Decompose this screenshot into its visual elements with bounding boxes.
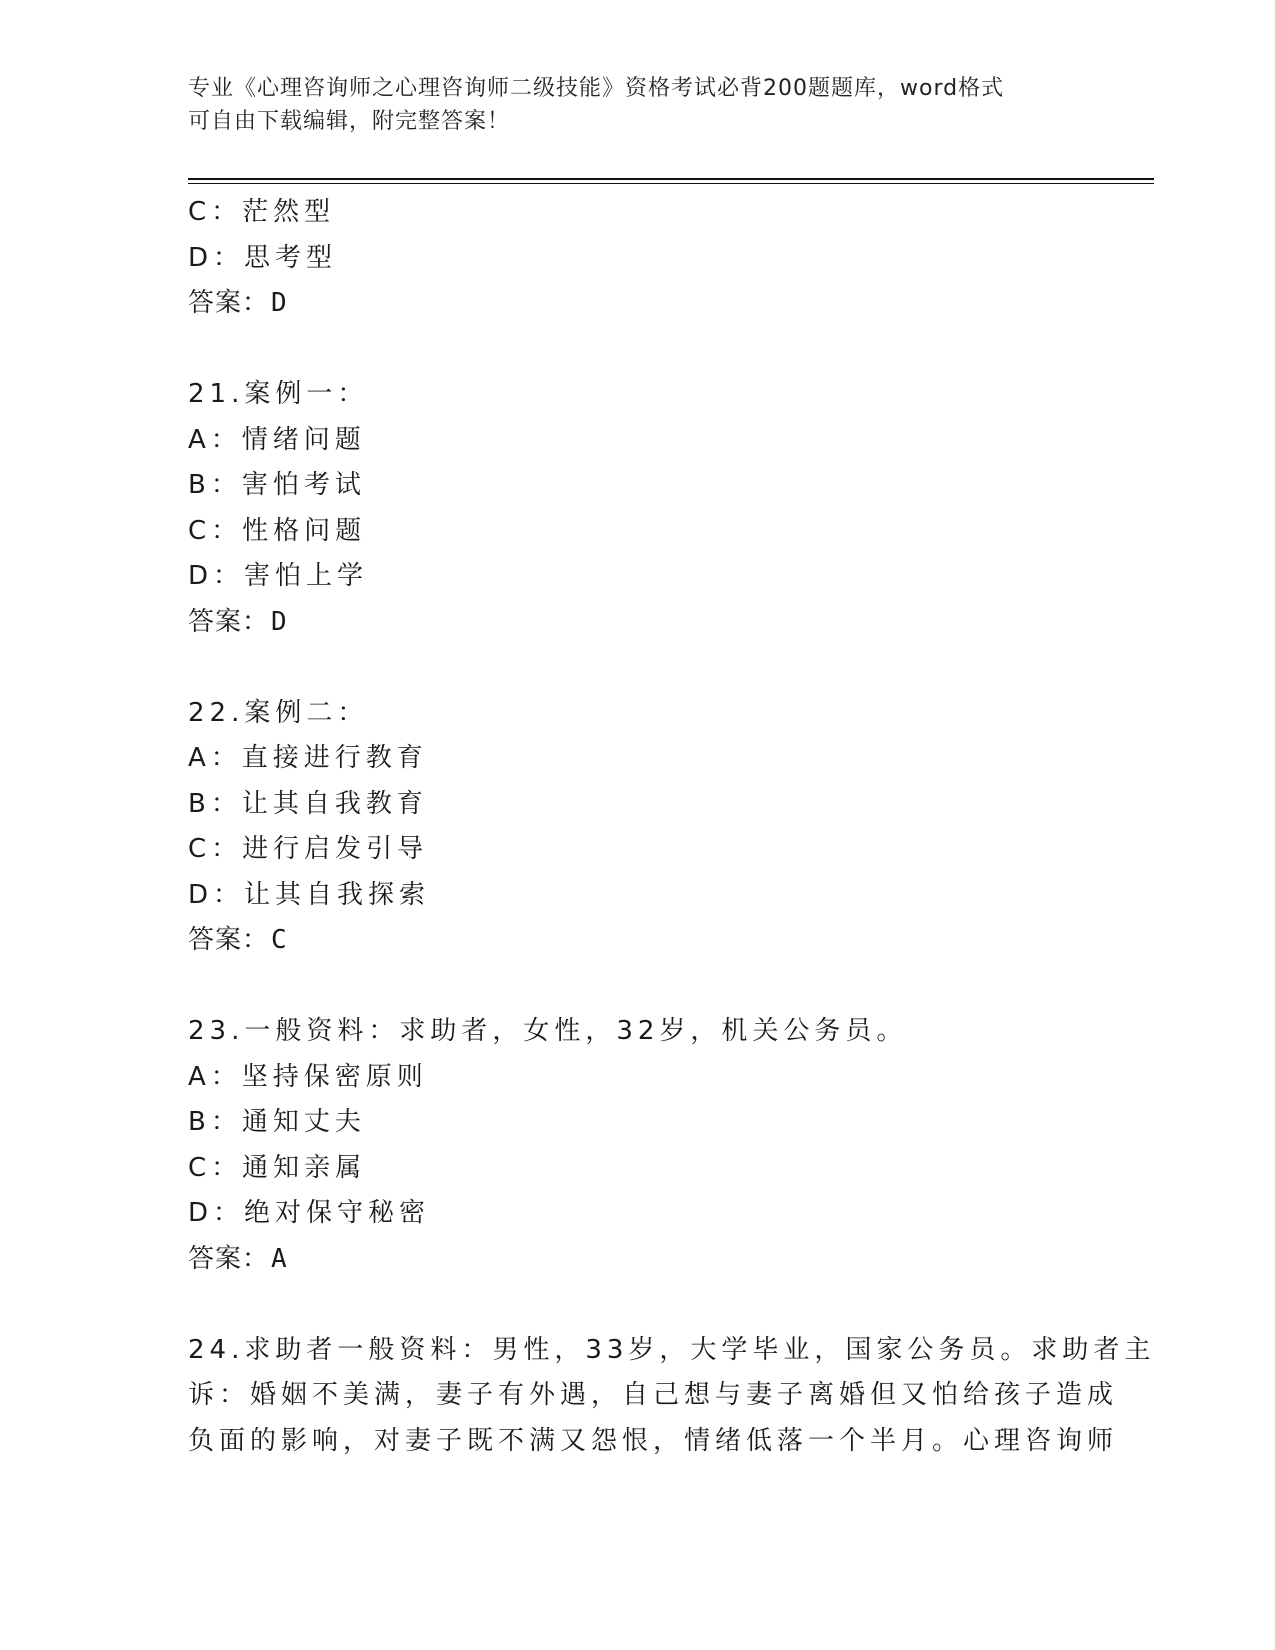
question-stem: 21.案例一： bbox=[188, 379, 369, 409]
option-b: B：害怕考试 bbox=[188, 470, 366, 500]
document-header bbox=[188, 72, 1088, 138]
header-line-1: 专业《心理咨询师之心理咨询师二级技能》资格考试必背200题题库，word格式 bbox=[188, 76, 1005, 101]
answer-line bbox=[188, 281, 1088, 327]
header-divider-thick bbox=[188, 178, 1154, 180]
question-block-22 bbox=[188, 691, 1088, 964]
answer-line bbox=[188, 1237, 1088, 1283]
answer-value: D bbox=[271, 288, 288, 318]
answer-label: 答案： bbox=[188, 606, 270, 637]
option-d: D：绝对保守秘密 bbox=[188, 1198, 431, 1228]
header-line-2: 可自由下载编辑，附完整答案！ bbox=[188, 109, 511, 134]
header-divider-thin bbox=[188, 183, 1154, 184]
question-24-line-2: 诉：婚姻不美满，妻子有外遇，自己想与妻子离婚但又怕给孩子造成 bbox=[188, 1380, 1119, 1410]
option-b: B：让其自我教育 bbox=[188, 788, 428, 819]
question-block-23 bbox=[188, 1009, 1088, 1282]
question-block-20 bbox=[188, 190, 1088, 327]
answer-value: A bbox=[271, 1243, 288, 1274]
option-d: D：思考型 bbox=[188, 242, 338, 273]
option-d: D：害怕上学 bbox=[188, 561, 369, 591]
question-24-line-3: 负面的影响，对妻子既不满又怨恨，情绪低落一个半月。心理咨询师 bbox=[188, 1425, 1119, 1456]
answer-line bbox=[188, 600, 1088, 646]
question-block-21 bbox=[188, 372, 1088, 645]
option-b: B：通知丈夫 bbox=[188, 1107, 366, 1137]
option-c: C：性格问题 bbox=[188, 515, 367, 546]
option-a: A：坚持保密原则 bbox=[188, 1061, 428, 1092]
question-block-24 bbox=[188, 1328, 1156, 1465]
option-c: C：进行启发引导 bbox=[188, 834, 429, 864]
answer-label: 答案： bbox=[188, 288, 270, 318]
option-a: A：情绪问题 bbox=[188, 424, 366, 455]
question-stem: 22.案例二： bbox=[188, 697, 369, 728]
answer-value: D bbox=[271, 606, 288, 637]
answer-value: C bbox=[271, 925, 288, 955]
document-body bbox=[188, 190, 1156, 1464]
option-c: C：通知亲属 bbox=[188, 1152, 367, 1183]
option-c: C：茫然型 bbox=[188, 197, 336, 227]
option-d: D：让其自我探索 bbox=[188, 879, 431, 910]
question-24-line-1: 24.求助者一般资料：男性，33岁，大学毕业，国家公务员。求助者主 bbox=[188, 1334, 1156, 1365]
answer-label: 答案： bbox=[188, 1243, 270, 1274]
question-stem: 23.一般资料：求助者，女性，32岁，机关公务员。 bbox=[188, 1016, 908, 1046]
answer-label: 答案： bbox=[188, 925, 270, 955]
answer-line bbox=[188, 918, 1088, 964]
option-a: A：直接进行教育 bbox=[188, 743, 428, 773]
